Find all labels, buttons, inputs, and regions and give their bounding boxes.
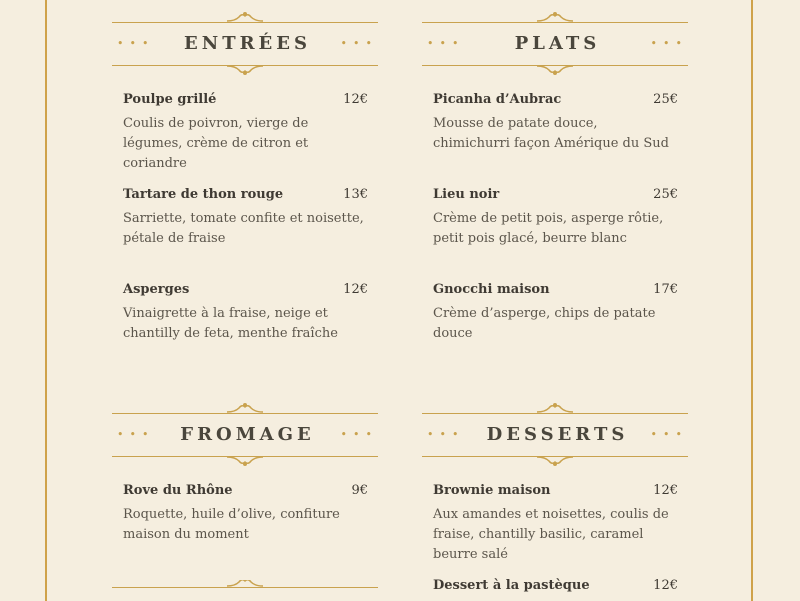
- item-price: 9€: [351, 483, 368, 498]
- section-header: [112, 406, 378, 466]
- item-name: Gnocchi maison: [433, 282, 550, 297]
- dots-icon: •••: [427, 427, 465, 441]
- menu-item: [422, 92, 688, 154]
- section-next-partial: [112, 580, 378, 601]
- item-price: 12€: [343, 92, 368, 107]
- item-name: Asperges: [123, 282, 190, 297]
- dots-icon: •••: [427, 36, 465, 50]
- section-title: DESSERTS: [486, 423, 629, 445]
- menu-item: [422, 483, 688, 565]
- item-description: Crème de petit pois, asperge rôtie, petit pois glacé, beurre blanc: [433, 211, 664, 246]
- section-title: ENTRÉES: [184, 32, 311, 54]
- frame-right-border: [751, 0, 753, 601]
- section-desserts: [422, 406, 688, 593]
- menu-item: [112, 187, 378, 249]
- ornament-icon: [225, 580, 265, 588]
- ornament-icon: [225, 11, 265, 23]
- ornament-icon: [225, 402, 265, 414]
- section-header: [112, 580, 378, 601]
- ornament-icon: [225, 455, 265, 467]
- item-description: Coulis de poivron, vierge de légumes, crème de citron et coriandre: [123, 116, 309, 171]
- dots-icon: •••: [117, 427, 155, 441]
- dots-icon: •••: [340, 427, 378, 441]
- menu-item: [112, 92, 378, 174]
- dots-icon: •••: [340, 36, 378, 50]
- dots-icon: •••: [650, 36, 688, 50]
- menu-item: [422, 187, 688, 249]
- ornament-icon: [225, 64, 265, 76]
- item-description: Sarriette, tomate confite et noisette, pétale de fraise: [123, 211, 364, 246]
- menu-item: [422, 282, 688, 344]
- item-price: 13€: [343, 187, 368, 202]
- ornament-icon: [535, 455, 575, 467]
- item-description: Roquette, huile d’olive, confiture maison du moment: [123, 507, 340, 542]
- item-price: 25€: [653, 92, 678, 107]
- section-fromage: [112, 406, 378, 542]
- section-plats: [422, 15, 688, 341]
- item-name: Picanha d’Aubrac: [433, 92, 562, 107]
- item-description: Crème d’asperge, chips de patate douce: [433, 306, 656, 341]
- item-name: Poulpe grillé: [123, 92, 217, 107]
- section-title: FROMAGE: [180, 423, 315, 445]
- section-header: [112, 15, 378, 75]
- section-header: [422, 15, 688, 75]
- menu-item: [112, 483, 378, 545]
- dots-icon: •••: [117, 36, 155, 50]
- item-description: Aux amandes et noisettes, coulis de fraise, chantilly basilic, caramel beurre salé: [433, 507, 669, 562]
- item-description: Vinaigrette à la fraise, neige et chantilly de feta, menthe fraîche: [123, 306, 338, 341]
- item-name: Rove du Rhône: [123, 483, 233, 498]
- item-price: 12€: [653, 483, 678, 498]
- item-description: Mousse de patate douce, chimichurri façon Amérique du Sud: [433, 116, 669, 151]
- item-price: 25€: [653, 187, 678, 202]
- item-name: Dessert à la pastèque: [433, 578, 590, 593]
- section-entrees: [112, 15, 378, 341]
- section-header: [422, 406, 688, 466]
- frame-left-border: [45, 0, 47, 601]
- ornament-icon: [535, 11, 575, 23]
- ornament-icon: [535, 402, 575, 414]
- item-name: Brownie maison: [433, 483, 551, 498]
- item-price: 12€: [343, 282, 368, 297]
- dots-icon: •••: [650, 427, 688, 441]
- item-name: Tartare de thon rouge: [123, 187, 284, 202]
- section-title: PLATS: [514, 32, 601, 54]
- item-name: Lieu noir: [433, 187, 500, 202]
- item-price: 12€: [653, 578, 678, 593]
- menu-item: [422, 578, 688, 598]
- item-price: 17€: [653, 282, 678, 297]
- menu-item: [112, 282, 378, 344]
- ornament-icon: [535, 64, 575, 76]
